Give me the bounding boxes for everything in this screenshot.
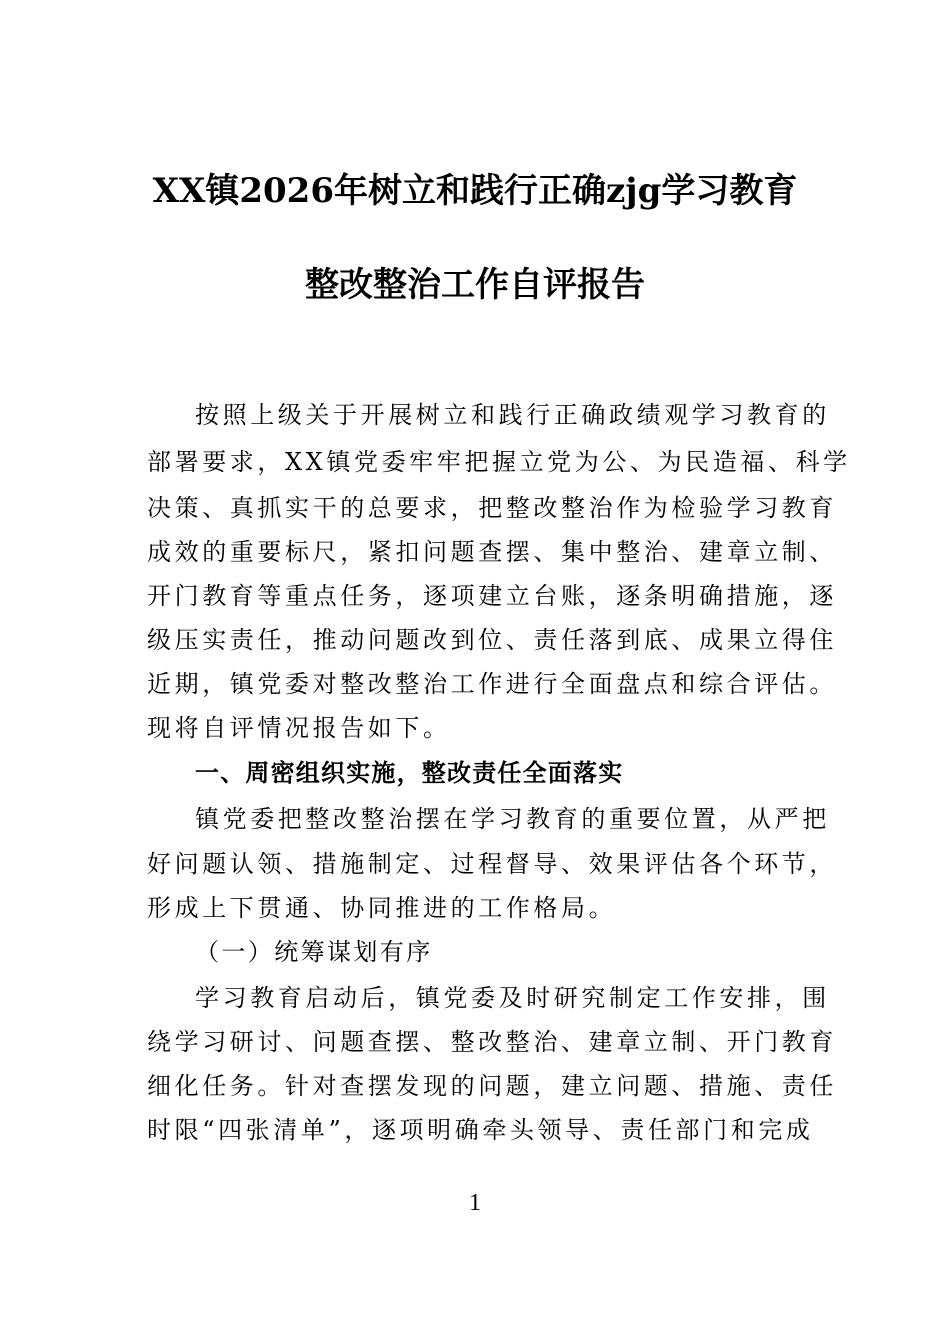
paragraph-2-line-2: 好问题认领、措施制定、过程督导、效果评估各个环节， [147, 850, 837, 878]
paragraph-1-line-4: 成效的重要标尺，紧扣问题查摆、集中整治、建章立制、 [147, 538, 837, 566]
document-title-line-2: 整改整治工作自评报告 [305, 265, 645, 305]
paragraph-3-line-2: 绕学习研讨、问题查摆、整改整治、建章立制、开门教育 [147, 1028, 837, 1056]
section-heading-1: 一、周密组织实施，整改责任全面落实 [195, 759, 624, 787]
paragraph-1-line-5: 开门教育等重点任务，逐项建立台账，逐条明确措施，逐 [147, 582, 837, 610]
paragraph-1-line-7: 近期，镇党委对整改整治工作进行全面盘点和综合评估。 [147, 670, 837, 698]
paragraph-1-line-2: 部署要求，XX镇党委牢牢把握立党为公、为民造福、科学 [147, 448, 851, 476]
subsection-heading-1: （一）统筹谋划有序 [195, 938, 433, 966]
paragraph-1-line-1: 按照上级关于开展树立和践行正确政绩观学习教育的 [195, 401, 830, 429]
paragraph-3-line-1: 学习教育启动后，镇党委及时研究制定工作安排，围 [195, 984, 830, 1012]
paragraph-3-line-4: 时限“四张清单”，逐项明确牵头领导、责任部门和完成 [147, 1116, 814, 1144]
paragraph-3-line-3: 细化任务。针对查摆发现的问题，建立问题、措施、责任 [147, 1072, 837, 1100]
paragraph-2-line-1: 镇党委把整改整治摆在学习教育的重要位置，从严把 [195, 805, 830, 833]
document-title-line-1: XX镇2026年树立和践行正确zjg学习教育 [152, 171, 798, 211]
page-number: 1 [469, 1190, 481, 1216]
paragraph-1-line-3: 决策、真抓实干的总要求，把整改整治作为检验学习教育 [147, 494, 837, 522]
paragraph-2-line-3: 形成上下贯通、协同推进的工作格局。 [147, 894, 617, 922]
paragraph-1-line-6: 级压实责任，推动问题改到位、责任落到底、成果立得住 [147, 626, 837, 654]
paragraph-1-line-8: 现将自评情况报告如下。 [147, 714, 451, 742]
